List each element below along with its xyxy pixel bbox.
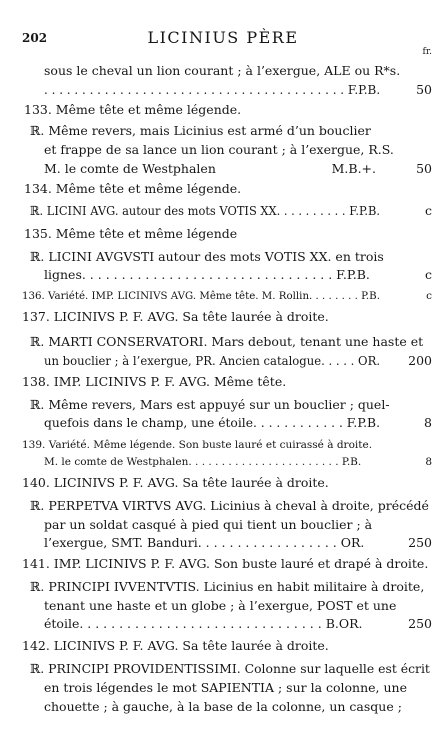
text-line bbox=[0, 698, 446, 715]
text-line bbox=[0, 555, 446, 572]
line-price: 8 bbox=[425, 456, 432, 468]
line-text: 135. Même tête et même légende bbox=[24, 226, 238, 241]
line-text: 133. Même tête et même légende. bbox=[24, 102, 242, 117]
text-line bbox=[0, 180, 446, 197]
line-price: 250 bbox=[408, 616, 432, 631]
line-text: M. le comte de Westphalen. . . . . . . . . . . . . . . . . . . . . . . P.B. bbox=[44, 456, 362, 468]
line-price: c bbox=[426, 290, 432, 302]
line-text: quefois dans le champ, une étoile. . . . . . . . . . . . F.P.B. bbox=[44, 415, 380, 430]
line-text: un bouclier ; à l’exergue, PR. Ancien catalogue. . . . . OR. bbox=[44, 353, 381, 368]
line-price: 8 bbox=[424, 415, 432, 430]
text-line bbox=[0, 141, 446, 158]
text-line bbox=[0, 516, 446, 533]
line-text: 136. Variété. IMP. LICINIVS AVG. Même tête. M. Rollin. . . . . . . . P.B. bbox=[22, 290, 380, 302]
line-text: ℝ. Même revers, Mars est appuyé sur un bouclier ; quel- bbox=[30, 397, 390, 412]
text-line bbox=[0, 248, 446, 265]
line-text: . . . . . . . . . . . . . . . . . . . . . . . . . . . . . . . . . . . . . . . . F.P.B. bbox=[44, 82, 381, 97]
line-text: ℝ. PRINCIPI IVVENTVTIS. Licinius en habit militaire à droite, bbox=[30, 579, 425, 594]
text-line bbox=[0, 660, 446, 677]
text-line bbox=[0, 396, 446, 413]
line-price: 250 bbox=[408, 535, 432, 550]
text-line bbox=[0, 637, 446, 654]
line-text: tenant une haste et un globe ; à l’exergue, POST et une bbox=[44, 598, 397, 613]
text-line bbox=[0, 414, 446, 431]
column-label-francs: fr. bbox=[422, 47, 432, 57]
line-text: chouette ; à gauche, à la base de la colonne, un casque ; bbox=[44, 699, 402, 714]
line-text: ℝ. Même revers, mais Licinius est armé d’un bouclier bbox=[30, 123, 371, 138]
line-text: 138. IMP. LICINIVS P. F. AVG. Même tête. bbox=[22, 374, 287, 389]
text-line bbox=[0, 81, 446, 98]
text-line bbox=[0, 615, 446, 632]
line-text: sous le cheval un lion courant ; à l’exergue, ALE ou R*s. bbox=[44, 63, 401, 78]
text-line bbox=[0, 454, 446, 471]
page-title: LICINIUS PÈRE bbox=[147, 28, 299, 47]
line-text: ℝ. MARTI CONSERVATORI. Mars debout, tenant une haste et bbox=[30, 334, 424, 349]
text-line bbox=[0, 437, 446, 454]
line-price: 50 bbox=[416, 82, 432, 97]
text-line bbox=[0, 288, 446, 305]
line-text: M. le comte de Westphalen bbox=[44, 161, 216, 176]
line-text: 139. Variété. Même légende. Son buste lauré et cuirassé à droite. bbox=[22, 439, 373, 451]
line-text: ℝ. LICINI AVGVSTI autour des mots VOTIS XX. en trois bbox=[30, 249, 384, 264]
text-line bbox=[0, 497, 446, 514]
line-text: l’exergue, SMT. Banduri. . . . . . . . . . . . . . . . . . OR. bbox=[44, 535, 365, 550]
line-price: c bbox=[424, 267, 432, 282]
line-text: et frappe de sa lance un lion courant ; à l’exergue, R.S. bbox=[44, 142, 394, 157]
line-price: 200 bbox=[408, 353, 432, 368]
line-text: par un soldat casqué à pied qui tient un bouclier ; à bbox=[44, 517, 373, 532]
text-line bbox=[0, 62, 446, 79]
text-line bbox=[0, 578, 446, 595]
text-line bbox=[0, 266, 446, 283]
text-line bbox=[0, 679, 446, 696]
line-text: ℝ. LICINI AVG. autour des mots VOTIS XX. . . . . . . . . . F.P.B. bbox=[30, 203, 380, 218]
line-text: étoile. . . . . . . . . . . . . . . . . . . . . . . . . . . . . . . B.OR. bbox=[44, 616, 363, 631]
line-price: c bbox=[424, 203, 432, 218]
line-text: ℝ. PRINCIPI PROVIDENTISSIMI. Colonne sur laquelle est écrit bbox=[30, 661, 430, 676]
line-text: 141. IMP. LICINIVS P. F. AVG. Son buste lauré et drapé à droite. bbox=[22, 556, 429, 571]
line-text: en trois légendes le mot SAPIENTIA ; sur la colonne, une bbox=[44, 680, 408, 695]
text-line bbox=[0, 122, 446, 139]
text-line bbox=[0, 225, 446, 242]
line-text: ℝ. PERPETVA VIRTVS AVG. Licinius à cheval à droite, précédé bbox=[30, 498, 429, 513]
line-text: 142. LICINIVS P. F. AVG. Sa tête laurée à droite. bbox=[22, 638, 329, 653]
text-line bbox=[0, 333, 446, 350]
text-line bbox=[0, 474, 446, 491]
text-line bbox=[0, 597, 446, 614]
page-number: 202 bbox=[22, 31, 48, 45]
text-line bbox=[0, 160, 446, 177]
text-line bbox=[0, 352, 446, 369]
line-denomination: M.B.+. bbox=[331, 161, 376, 176]
line-text: 137. LICINIVS P. F. AVG. Sa tête laurée à droite. bbox=[22, 309, 329, 324]
line-text: lignes. . . . . . . . . . . . . . . . . . . . . . . . . . . . . . . . F.P.B. bbox=[44, 267, 370, 282]
text-line bbox=[0, 308, 446, 325]
text-line bbox=[0, 534, 446, 551]
line-price: 50 bbox=[416, 161, 432, 176]
text-line bbox=[0, 101, 446, 118]
text-line bbox=[0, 202, 446, 219]
line-text: 134. Même tête et même légende. bbox=[24, 181, 242, 196]
line-text: 140. LICINIVS P. F. AVG. Sa tête laurée à droite. bbox=[22, 475, 329, 490]
text-line bbox=[0, 373, 446, 390]
